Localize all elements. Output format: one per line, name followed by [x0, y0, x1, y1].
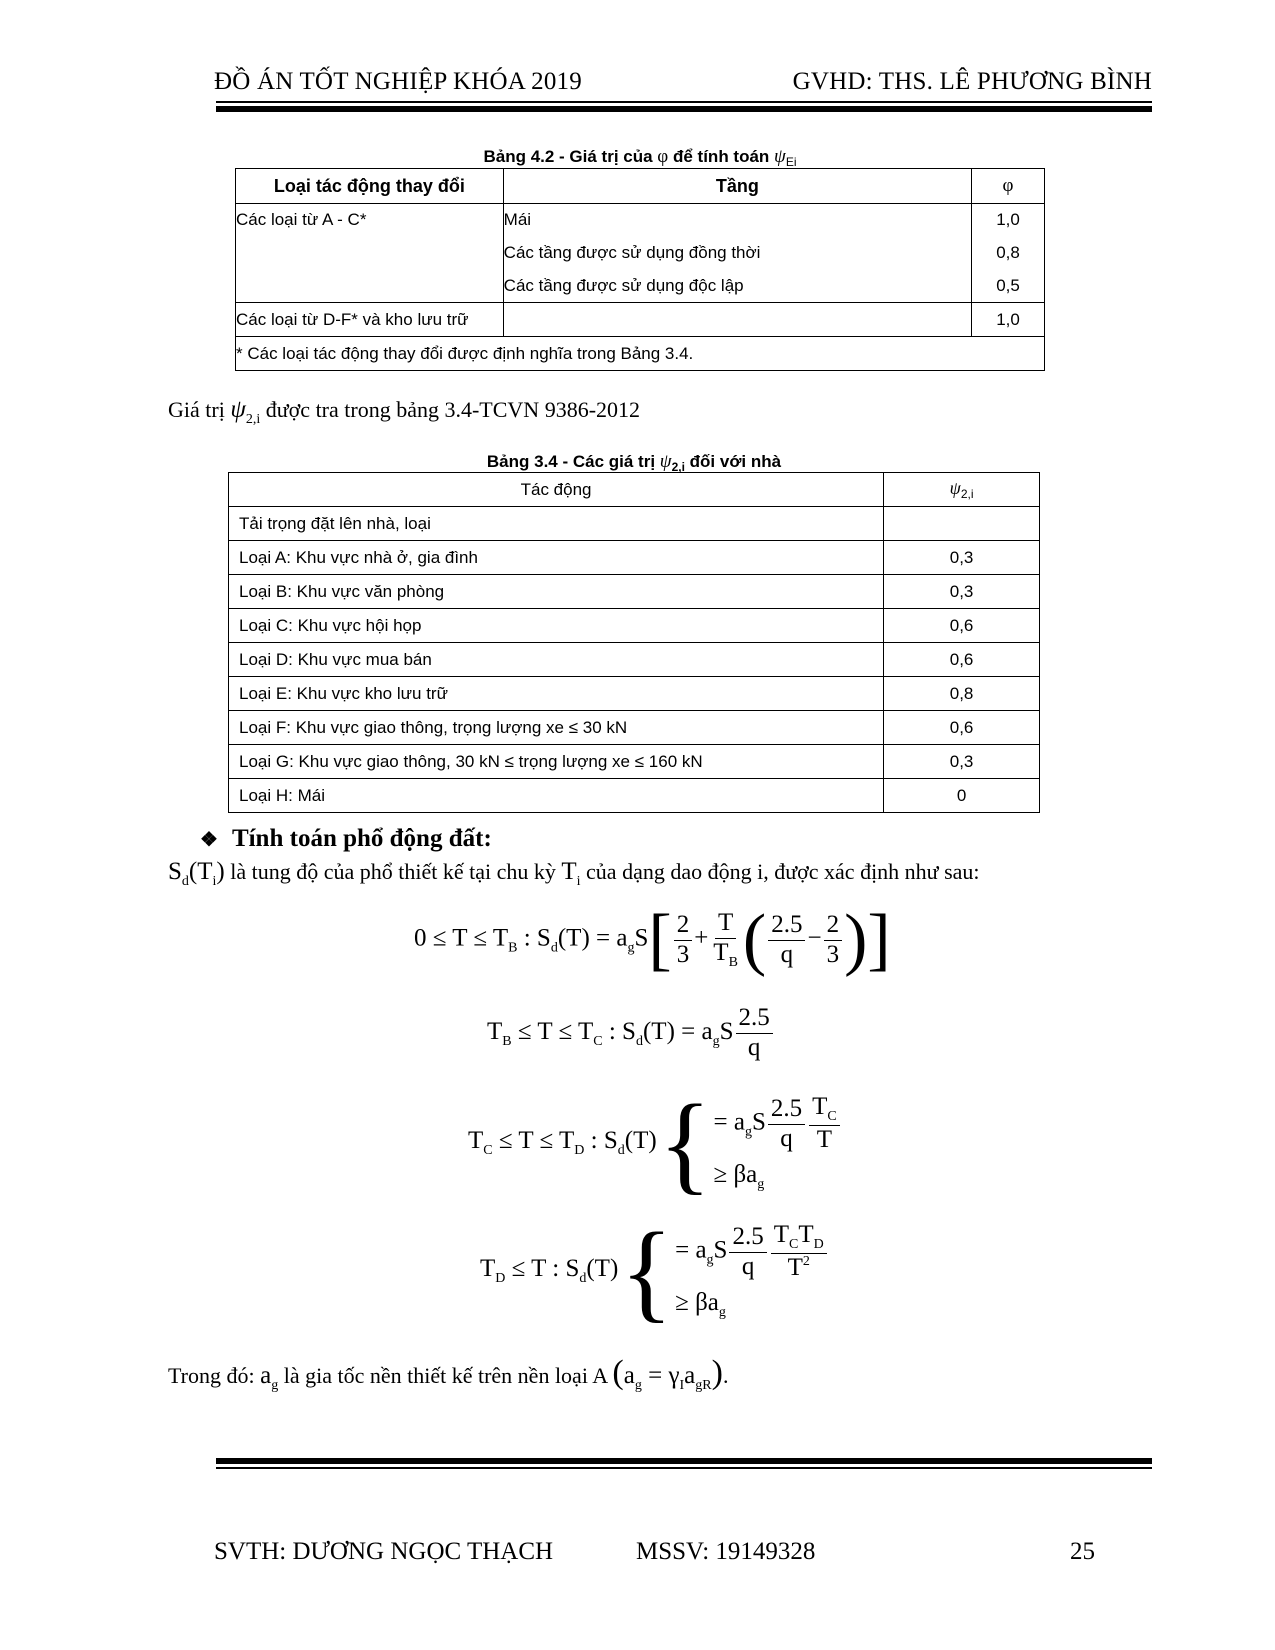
- table2-cell-value: 0,8: [884, 677, 1040, 711]
- section-heading: [200, 825, 492, 853]
- header-rule-thick: [216, 106, 1152, 112]
- table2-cell-value: [884, 507, 1040, 541]
- table1-cell-type: Các loại từ D-F* và kho lưu trữ: [236, 303, 504, 337]
- header-left: ĐỒ ÁN TỐT NGHIỆP KHÓA 2019: [214, 68, 582, 95]
- table-row: [229, 745, 1040, 779]
- table2-header-psi: $\psi_{2,i}$: [884, 473, 1040, 507]
- math-ag-formula: $(a_g = \gamma_Ia_{gR})$: [612, 1354, 723, 1393]
- table1-cell-phi: 1,0: [972, 204, 1045, 237]
- paragraph-psi-reference: Giá trị $\psi_{2,i}$ được tra trong bảng 3.4-TCVN 9386-2012: [168, 396, 641, 427]
- table1-header-phi: φ: [972, 169, 1045, 204]
- table2-header-action: Tác động: [229, 473, 884, 507]
- table-row: [236, 270, 1045, 303]
- table2-header-row: [229, 473, 1040, 507]
- table-row: [229, 609, 1040, 643]
- table1-cell-floor: Các tầng được sử dụng đồng thời: [503, 237, 971, 270]
- paragraph-spectrum-definition: $S_d(T_i)$ là tung độ của phổ thiết kế tại chu kỳ $T_i$ của dạng dao động i, được xác định như sau:: [168, 858, 980, 889]
- table-row: [229, 507, 1040, 541]
- table2-cell-value: 0: [884, 779, 1040, 813]
- formula-range-3: $T_C \le T \le T_D$ : $S_d(T)$ { = $a_gS$ $\frac{2.5}{q}$ $\frac{T_C}{T}$ ≥ $\beta a_g$: [468, 1088, 842, 1198]
- table-row: [229, 541, 1040, 575]
- table1-cell-floor: Các tầng được sử dụng độc lập: [503, 270, 971, 303]
- table1-cell-phi: 1,0: [972, 303, 1045, 337]
- math-sd-ti: $S_d(T_i)$: [168, 858, 225, 889]
- footer-rule-thick: [216, 1458, 1152, 1464]
- table-row: [229, 643, 1040, 677]
- table-psi-values: [228, 472, 1040, 813]
- table2-cell-value: 0,6: [884, 609, 1040, 643]
- table2-cell-value: 0,3: [884, 541, 1040, 575]
- table2-cell-value: 0,6: [884, 711, 1040, 745]
- table-row: [236, 303, 1045, 337]
- table1-cell-phi: 0,5: [972, 270, 1045, 303]
- table2-cell-action: Loại G: Khu vực giao thông, 30 kN ≤ trọng lượng xe ≤ 160 kN: [229, 745, 884, 779]
- table2-cell-action: Loại H: Mái: [229, 779, 884, 813]
- table-row: [229, 779, 1040, 813]
- footer-rule-thin: [216, 1467, 1152, 1469]
- table1-header-floor: Tầng: [503, 169, 971, 204]
- table2-cell-action: Tải trọng đặt lên nhà, loại: [229, 507, 884, 541]
- table1-cell-type: [236, 270, 504, 303]
- page-number: 25: [1070, 1538, 1095, 1565]
- header-right: GVHD: THS. LÊ PHƯƠNG BÌNH: [792, 68, 1152, 95]
- footer-student-id: MSSV: 19149328: [636, 1538, 816, 1565]
- footer-student: SVTH: DƯƠNG NGỌC THẠCH: [214, 1538, 554, 1565]
- table-row: [236, 237, 1045, 270]
- table-row: [229, 677, 1040, 711]
- table-row: [236, 204, 1045, 237]
- table1-header-type: Loại tác động thay đổi: [236, 169, 504, 204]
- table1-footnote-row: [236, 337, 1045, 371]
- table1-header-row: [236, 169, 1045, 204]
- table1-cell-floor: Mái: [503, 204, 971, 237]
- header-rule-thin: [216, 101, 1152, 103]
- formula-range-1: $0 \le T \le T_B$ : $S_d(T) = a_gS$[ $\frac{2}{3}$ + $\frac{T}{T_B}$ ( $\frac{2.5}{q}$ − $\frac{2}{3}$ )]: [414, 901, 891, 978]
- math-ag: $a_g$: [260, 1362, 279, 1393]
- table2-caption: Bảng 3.4 - Các giá trị $\psi_{2,i}$ đối với nhà: [486, 451, 782, 474]
- table1-cell-type: Các loại từ A - C*: [236, 204, 504, 237]
- table1-cell-phi: 0,8: [972, 237, 1045, 270]
- formula-range-2: $T_B \le T \le T_C$ : $S_d(T) = a_gS$ $\frac{2.5}{q}$: [487, 1004, 775, 1063]
- table1-caption: Bảng 4.2 - Giá trị của φ để tính toán $\psi_{Ei}$: [483, 146, 797, 169]
- table-row: [229, 711, 1040, 745]
- table2-cell-action: Loại E: Khu vực kho lưu trữ: [229, 677, 884, 711]
- table-row: [229, 575, 1040, 609]
- table2-cell-value: 0,6: [884, 643, 1040, 677]
- math-ti: $T_i$: [561, 858, 581, 889]
- section-title: Tính toán phổ động đất:: [231, 825, 492, 852]
- table2-cell-action: Loại A: Khu vực nhà ở, gia đình: [229, 541, 884, 575]
- table1-cell-type: [236, 237, 504, 270]
- table2-cell-action: Loại C: Khu vực hội họp: [229, 609, 884, 643]
- paragraph-ag-definition: Trong đó: $a_g$ là gia tốc nền thiết kế trên nền loại A $(a_g = \gamma_Ia_{gR})$.: [168, 1354, 729, 1393]
- table1-footnote: * Các loại tác động thay đổi được định nghĩa trong Bảng 3.4.: [236, 337, 1045, 371]
- formula-range-4: $T_D \le T$ : $S_d(T)$ { = $a_gS$ $\frac{2.5}{q}$ $\frac{T_CT_D}{T^2}$ ≥ $\beta a_g$: [480, 1216, 829, 1326]
- table2-cell-action: Loại D: Khu vực mua bán: [229, 643, 884, 677]
- diamond-bullet-icon: ❖: [200, 829, 218, 851]
- table2-cell-value: 0,3: [884, 745, 1040, 779]
- table2-cell-action: Loại B: Khu vực văn phòng: [229, 575, 884, 609]
- table1-cell-floor: [503, 303, 971, 337]
- table-phi-values: [235, 168, 1045, 371]
- table2-cell-value: 0,3: [884, 575, 1040, 609]
- table2-cell-action: Loại F: Khu vực giao thông, trọng lượng xe ≤ 30 kN: [229, 711, 884, 745]
